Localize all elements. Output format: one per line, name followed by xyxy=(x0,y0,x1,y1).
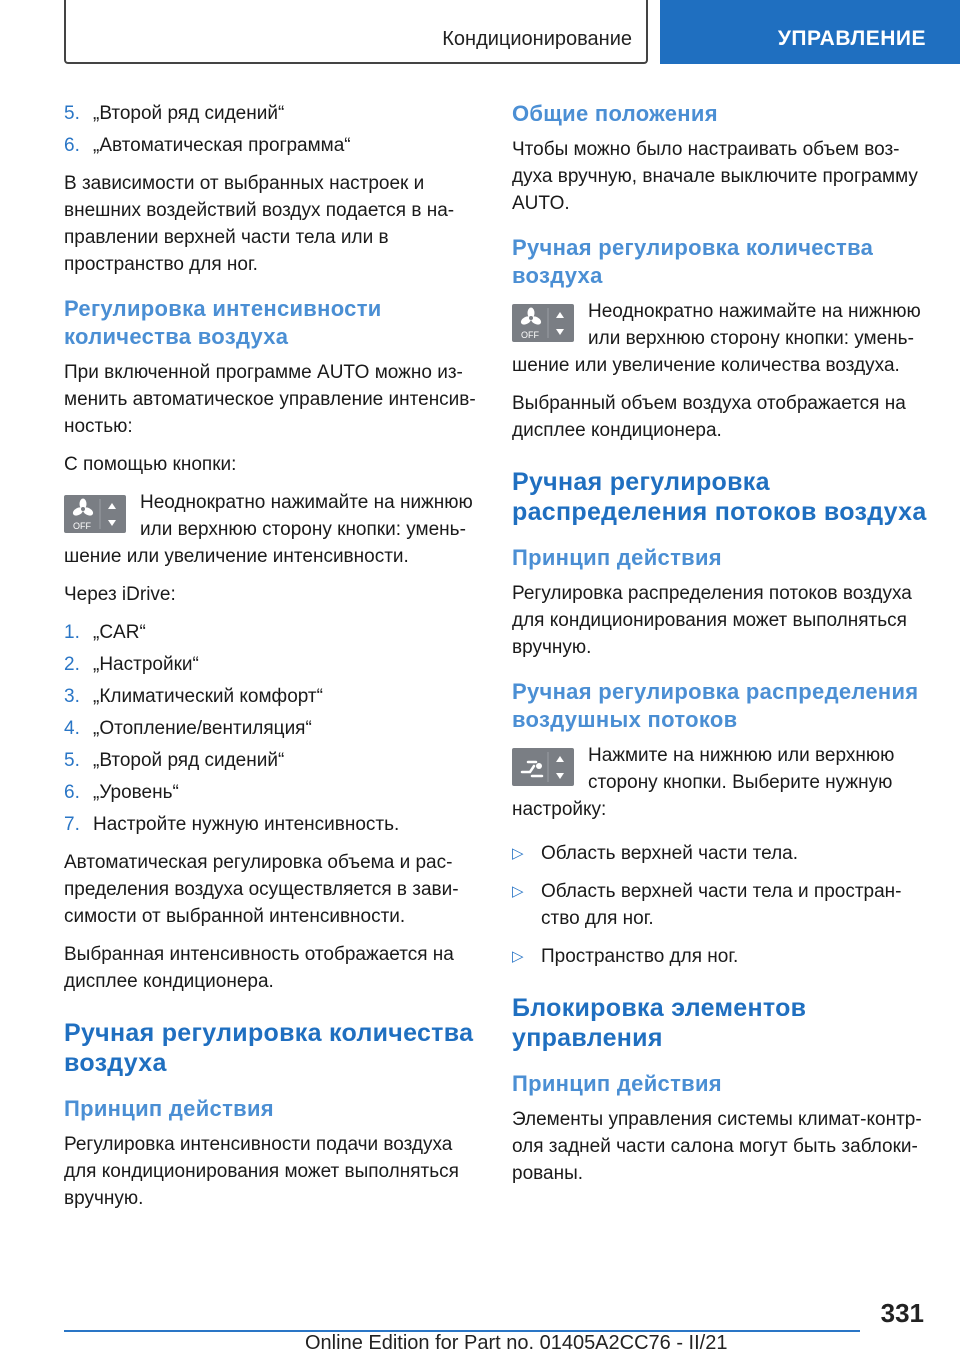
paragraph: Автоматическая регулировка объема и распределения воздуха осуществляется в зависимости от выбранной интенсивности. xyxy=(64,852,459,927)
list-text: „CAR“ xyxy=(93,622,146,643)
heading-principle: Принцип действия xyxy=(512,1071,722,1096)
paragraph: При включенной программе AUTO можно изменить автоматическое управление интенсивностью: xyxy=(64,362,476,437)
heading-distribution-manual: Ручная регулировка распределения воздушных потоков xyxy=(512,679,919,732)
edition-text: Online Edition for Part no. 01405A2CC76 - II/21 xyxy=(305,1332,728,1354)
paragraph: Чтобы можно было настраивать объем воздуха вручную, вначале выключите программу AUTO. xyxy=(512,139,918,214)
list-item xyxy=(64,811,479,838)
right-column xyxy=(512,100,930,1198)
heading-manual-quantity: Ручная регулировка количества воздуха xyxy=(512,235,874,288)
list-text: „Второй ряд сидений“ xyxy=(93,103,285,124)
list-top xyxy=(64,100,479,159)
list-text: „Второй ряд сидений“ xyxy=(93,750,285,771)
list-text: „Отопление/вентиляция“ xyxy=(93,718,312,739)
list-number: 6. xyxy=(64,782,80,803)
fan-button-paragraph xyxy=(512,298,930,379)
paragraph-text: Неоднократно нажимайте на нижнюю или верхнюю сторону кнопки: уменьшение или увеличение количества воздуха. xyxy=(512,301,921,376)
triangle-bullet-icon: ▷ xyxy=(512,948,524,965)
page-number: 331 xyxy=(880,1298,924,1328)
list-text: Настройте нужную интенсивность. xyxy=(93,814,400,835)
paragraph: Регулировка интенсивности подачи воздуха для кондиционирования может выполняться вручную. xyxy=(64,1134,459,1209)
fan-button-off-label: OFF xyxy=(73,521,91,531)
fan-button-paragraph xyxy=(64,489,479,570)
airflow-button-paragraph xyxy=(512,742,930,823)
list-item xyxy=(512,943,930,970)
list-number: 1. xyxy=(64,622,80,643)
list-number: 4. xyxy=(64,718,80,739)
fan-button-off-label: OFF xyxy=(521,330,539,340)
triangle-bullet-icon: ▷ xyxy=(512,883,524,900)
list-item xyxy=(64,651,479,678)
header-section-title: Кондиционирование xyxy=(442,28,632,50)
heading-principle: Принцип действия xyxy=(64,1096,274,1121)
list-number: 6. xyxy=(64,135,80,156)
paragraph-text: Неоднократно нажимайте на нижнюю или верхнюю сторону кнопки: уменьшение или увеличение интенсивности. xyxy=(64,492,473,567)
triangle-bullet-icon: ▷ xyxy=(512,845,524,862)
list-item xyxy=(64,100,479,127)
list-item xyxy=(64,132,479,159)
list-item xyxy=(64,747,479,774)
paragraph: Через iDrive: xyxy=(64,584,176,605)
list-item xyxy=(64,619,479,646)
list-number: 5. xyxy=(64,103,80,124)
paragraph: Регулировка распределения потоков воздуха для кондиционирования может выполняться вручную. xyxy=(512,583,912,658)
list-item xyxy=(64,779,479,806)
header-chapter-tab xyxy=(660,0,960,64)
list-text: Пространство для ног. xyxy=(541,946,739,967)
list-number: 7. xyxy=(64,814,80,835)
heading-principle: Принцип действия xyxy=(512,545,722,570)
list-item xyxy=(64,683,479,710)
list-item xyxy=(64,715,479,742)
airflow-icon xyxy=(512,748,574,786)
list-text: Область верхней части тела и пространство для ног. xyxy=(541,881,902,929)
paragraph: В зависимости от выбранных настроек и внешних воздействий воздух подается в направлении верхней части тела или в пространство для ног. xyxy=(64,173,455,275)
paragraph: Элементы управления системы климат-контроля задней части салона могут быть заблокированы. xyxy=(512,1109,922,1184)
list-item xyxy=(512,878,930,932)
list-number: 5. xyxy=(64,750,80,771)
paragraph: Выбранная интенсивность отображается на дисплее кондиционера. xyxy=(64,944,454,992)
bullet-list xyxy=(512,834,930,970)
list-number: 2. xyxy=(64,654,80,675)
list-number: 3. xyxy=(64,686,80,707)
paragraph: С помощью кнопки: xyxy=(64,454,237,475)
header-chapter-title: УПРАВЛЕНИЕ xyxy=(777,27,926,50)
list-item xyxy=(512,840,930,867)
list-text: „Уровень“ xyxy=(93,782,179,803)
list-text: „Настройки“ xyxy=(93,654,199,675)
heading-lock: Блокировка элементов управления xyxy=(512,994,807,1052)
heading-distribution: Ручная регулировка распределения потоков воздуха xyxy=(512,468,927,526)
header-section-tab xyxy=(64,0,648,64)
heading-general: Общие положения xyxy=(512,101,718,126)
left-column xyxy=(64,100,479,1223)
list-idrive xyxy=(64,619,479,838)
list-text: Область верхней части тела. xyxy=(541,843,799,864)
list-text: „Автоматическая программа“ xyxy=(93,135,351,156)
heading-manual-quantity: Ручная регулировка количества воздуха xyxy=(64,1019,474,1077)
fan-button-icon xyxy=(512,304,574,342)
heading-intensity: Регулировка интенсивности количества воздуха xyxy=(64,296,382,349)
paragraph-text: Нажмите на нижнюю или верхнюю сторону кнопки. Выберите нужную настройку: xyxy=(512,745,895,820)
fan-button-icon xyxy=(64,495,126,533)
list-text: „Климатический комфорт“ xyxy=(93,686,323,707)
paragraph: Выбранный объем воздуха отображается на дисплее кондиционера. xyxy=(512,393,906,441)
